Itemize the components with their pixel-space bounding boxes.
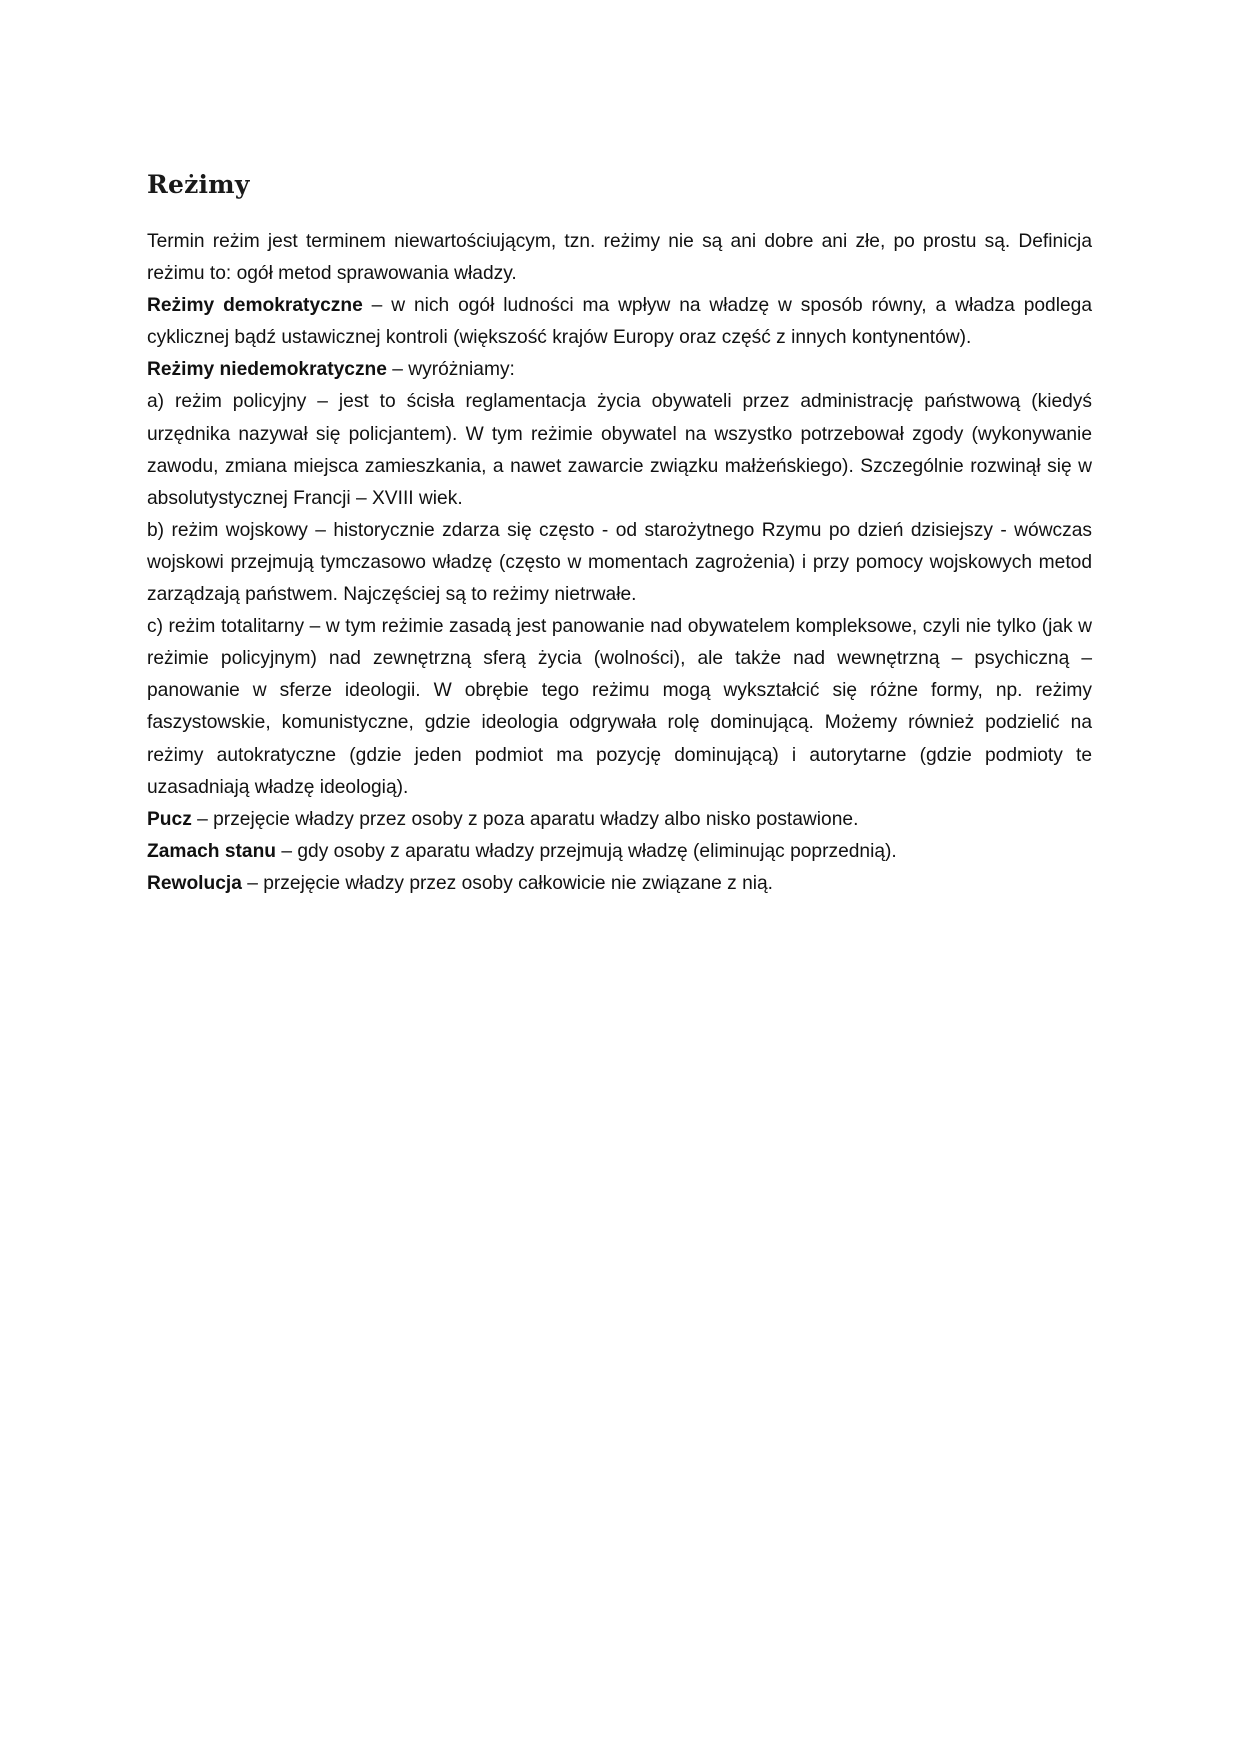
document-title: Reżimy — [147, 170, 250, 199]
intro-paragraph: Termin reżim jest terminem niewartościującym, tzn. reżimy nie są ani dobre ani złe, po prostu są. Definicja reżimu to: ogół metod sprawowania władzy. — [147, 231, 1092, 285]
pucz-paragraph — [147, 804, 1092, 836]
rewolucja-definition: – przejęcie władzy przez osoby całkowicie nie związane z nią. — [241, 872, 774, 894]
zamach-definition: – gdy osoby z aparatu władzy przejmują władzę (eliminując poprzednią). — [276, 840, 897, 862]
pucz-term: Pucz — [147, 808, 192, 830]
democratic-definition: – w nich ogół ludności ma wpływ na władzę w sposób równy, a władza podlega cyklicznej bądź ustawicznej kontroli (większość krajów Europy oraz część z innych kontynentów). — [147, 295, 1092, 349]
zamach-term: Zamach stanu — [147, 840, 277, 862]
democratic-paragraph — [147, 290, 1092, 354]
rewolucja-term: Rewolucja — [147, 872, 242, 894]
item-a-paragraph: a) reżim policyjny – jest to ścisła reglamentacja życia obywateli przez administrację państwową (kiedyś urzędnika nazywał się policjantem). W tym reżimie obywatel na wszystko potrzebował zgody (wykonywanie zawodu, zmiana miejsca zamieszkania, a nawet zawarcie związku małżeńskiego). Szczególnie rozwinął się w absolutystycznej Francji – XVIII wiek. — [147, 391, 1092, 509]
rewolucja-paragraph — [147, 868, 1092, 900]
item-b-paragraph: b) reżim wojskowy – historycznie zdarza się często - od starożytnego Rzymu po dzień dzisiejszy - wówczas wojskowi przejmują tymczasowo władzę (często w momentach zagrożenia) i przy pomocy wojskowych metod zarządzają państwem. Najczęściej są to reżimy nietrwałe. — [147, 519, 1092, 606]
document-body — [147, 226, 1092, 900]
zamach-paragraph — [147, 836, 1092, 868]
nondemocratic-definition: – wyróżniamy: — [386, 359, 515, 381]
nondemocratic-term: Reżimy niedemokratyczne — [147, 359, 387, 381]
democratic-term: Reżimy demokratyczne — [147, 295, 363, 317]
nondemocratic-paragraph — [147, 354, 1092, 386]
item-c-paragraph: c) reżim totalitarny – w tym reżimie zasadą jest panowanie nad obywatelem kompleksowe, czyli nie tylko (jak w reżimie policyjnym) nad zewnętrzną sferą życia (wolności), ale także nad wewnętrzną – psychiczną – panowanie w sferze ideologii. W obrębie tego reżimu mogą wykształcić się różne formy, np. reżimy faszystowskie, komunistyczne, gdzie ideologia odgrywała rolę dominującą. Możemy również podzielić na reżimy autokratyczne (gdzie jeden podmiot ma pozycję dominującą) i autorytarne (gdzie podmioty te uzasadniają władzę ideologią). — [147, 616, 1092, 798]
pucz-definition: – przejęcie władzy przez osoby z poza aparatu władzy albo nisko postawione. — [191, 808, 859, 830]
